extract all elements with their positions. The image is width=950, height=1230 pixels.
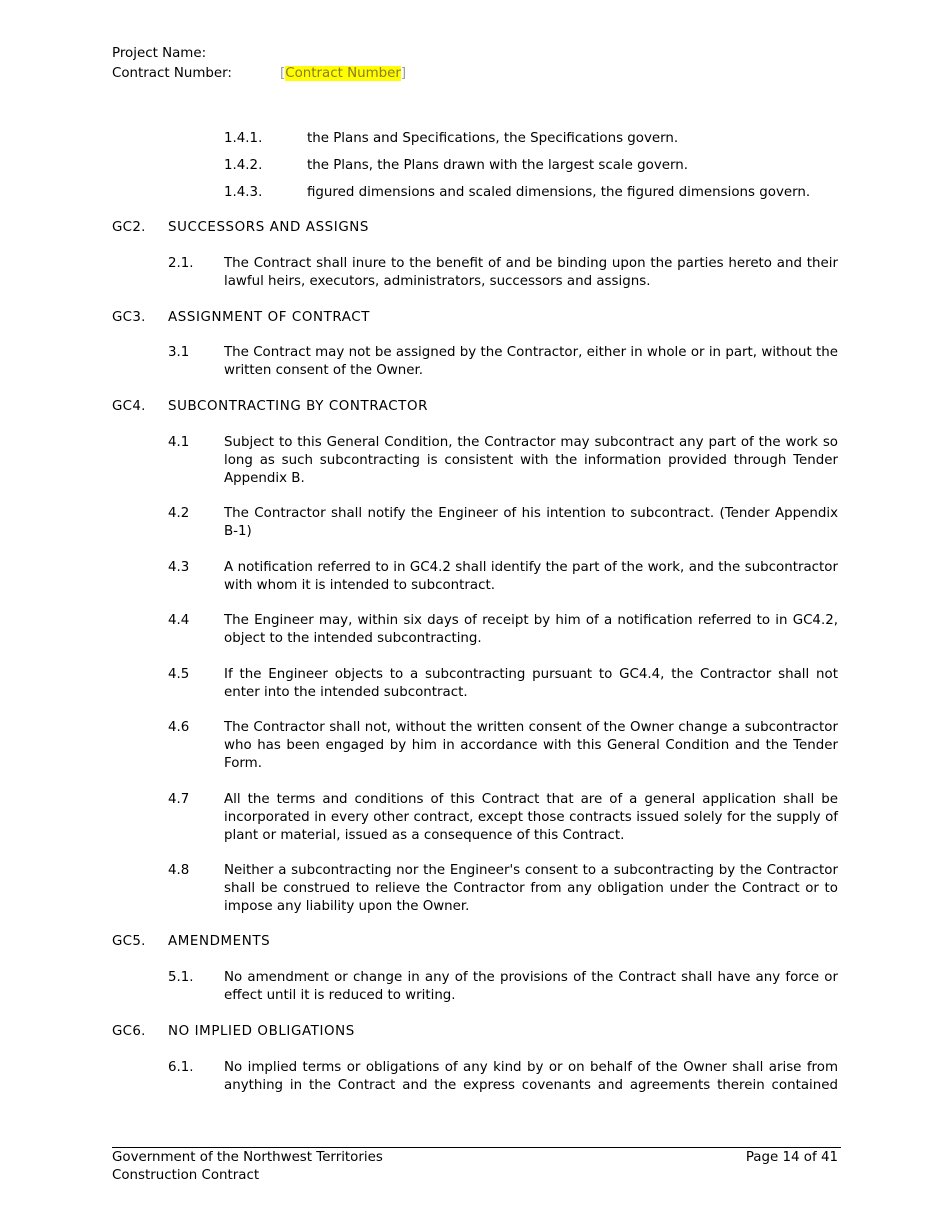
clause-number: 5.1. (168, 970, 194, 985)
clause-text: The Contractor shall not, without the written consent of the Owner change a subcontractor who has been engaged by him in accordance with this General Condition and the Tender Form. (224, 720, 838, 771)
clause-number: 4.1 (168, 435, 190, 450)
clause-text: Neither a subcontracting nor the Engineer's consent to a subcontracting by the Contractor shall be construed to relieve the Contractor from any obligation under the Contract or to impose any liability upon the Owner. (224, 863, 838, 914)
section-heading: SUCCESSORS AND ASSIGNS (168, 220, 370, 235)
section-heading: NO IMPLIED OBLIGATIONS (168, 1024, 355, 1039)
page-number: Page 14 of 41 (745, 1150, 838, 1165)
clause-text: The Contract shall inure to the benefit of and be binding upon the parties hereto and their lawful heirs, executors, administrators, successors and assigns. (224, 256, 838, 289)
contract-number-field[interactable] (280, 65, 406, 83)
bracket-close: ] (400, 66, 407, 81)
list-item-number: 1.4.2. (224, 158, 263, 173)
section-heading: ASSIGNMENT OF CONTRACT (168, 310, 370, 325)
clause-number: 6.1. (168, 1060, 194, 1075)
clause-text: The Contract may not be assigned by the Contractor, either in whole or in part, without the written consent of the Owner. (224, 345, 838, 378)
section-number: GC5. (112, 934, 146, 949)
list-item-text: the Plans, the Plans drawn with the largest scale govern. (307, 158, 689, 173)
section-heading: SUBCONTRACTING BY CONTRACTOR (168, 399, 428, 414)
project-name-label: Project Name: (112, 46, 207, 61)
clause-number: 3.1 (168, 345, 190, 360)
section-heading: AMENDMENTS (168, 934, 271, 949)
clause-text: If the Engineer objects to a subcontracting pursuant to GC4.4, the Contractor shall not enter into the intended subcontract. (224, 667, 838, 700)
clause-text: No implied terms or obligations of any kind by or on behalf of the Owner shall arise from anything in the Contract and the express covenants and agreements therein contained (224, 1060, 838, 1093)
clause-number: 4.8 (168, 863, 190, 878)
footer-divider (112, 1147, 841, 1148)
clause-number: 4.6 (168, 720, 190, 735)
clause-text: A notification referred to in GC4.2 shall identify the part of the work, and the subcontractor with whom it is intended to subcontract. (224, 560, 838, 593)
list-item-number: 1.4.1. (224, 131, 263, 146)
clause-text: The Contractor shall notify the Engineer of his intention to subcontract. (Tender Appendix B-1) (224, 506, 838, 539)
clause-text: The Engineer may, within six days of receipt by him of a notification referred to in GC4.2, object to the intended subcontracting. (224, 613, 838, 646)
clause-number: 4.2 (168, 506, 190, 521)
clause-number: 4.5 (168, 667, 190, 682)
clause-text: All the terms and conditions of this Contract that are of a general application shall be incorporated in every other contract, except those contracts issued solely for the supply of plant or material, issued as a consequence of this Contract. (224, 792, 838, 843)
clause-number: 2.1. (168, 256, 194, 271)
section-number: GC6. (112, 1024, 146, 1039)
list-item-text: figured dimensions and scaled dimensions, the figured dimensions govern. (307, 185, 811, 200)
list-item-text: the Plans and Specifications, the Specifications govern. (307, 131, 679, 146)
section-number: GC3. (112, 310, 146, 325)
section-number: GC2. (112, 220, 146, 235)
bracket-open: [ (280, 66, 286, 81)
clause-number: 4.3 (168, 560, 190, 575)
section-number: GC4. (112, 399, 146, 414)
footer-organization: Government of the Northwest Territories (112, 1150, 383, 1165)
contract-number-label: Contract Number: (112, 66, 232, 81)
footer-document-type: Construction Contract (112, 1168, 260, 1183)
clause-number: 4.7 (168, 792, 190, 807)
contract-number-placeholder[interactable]: Contract Number (285, 66, 401, 81)
clause-text: No amendment or change in any of the provisions of the Contract shall have any force or effect until it is reduced to writing. (224, 970, 838, 1003)
clause-number: 4.4 (168, 613, 190, 628)
clause-text: Subject to this General Condition, the Contractor may subcontract any part of the work so long as such subcontracting is consistent with the information provided through Tender Appendix B. (224, 435, 838, 486)
list-item-number: 1.4.3. (224, 185, 263, 200)
